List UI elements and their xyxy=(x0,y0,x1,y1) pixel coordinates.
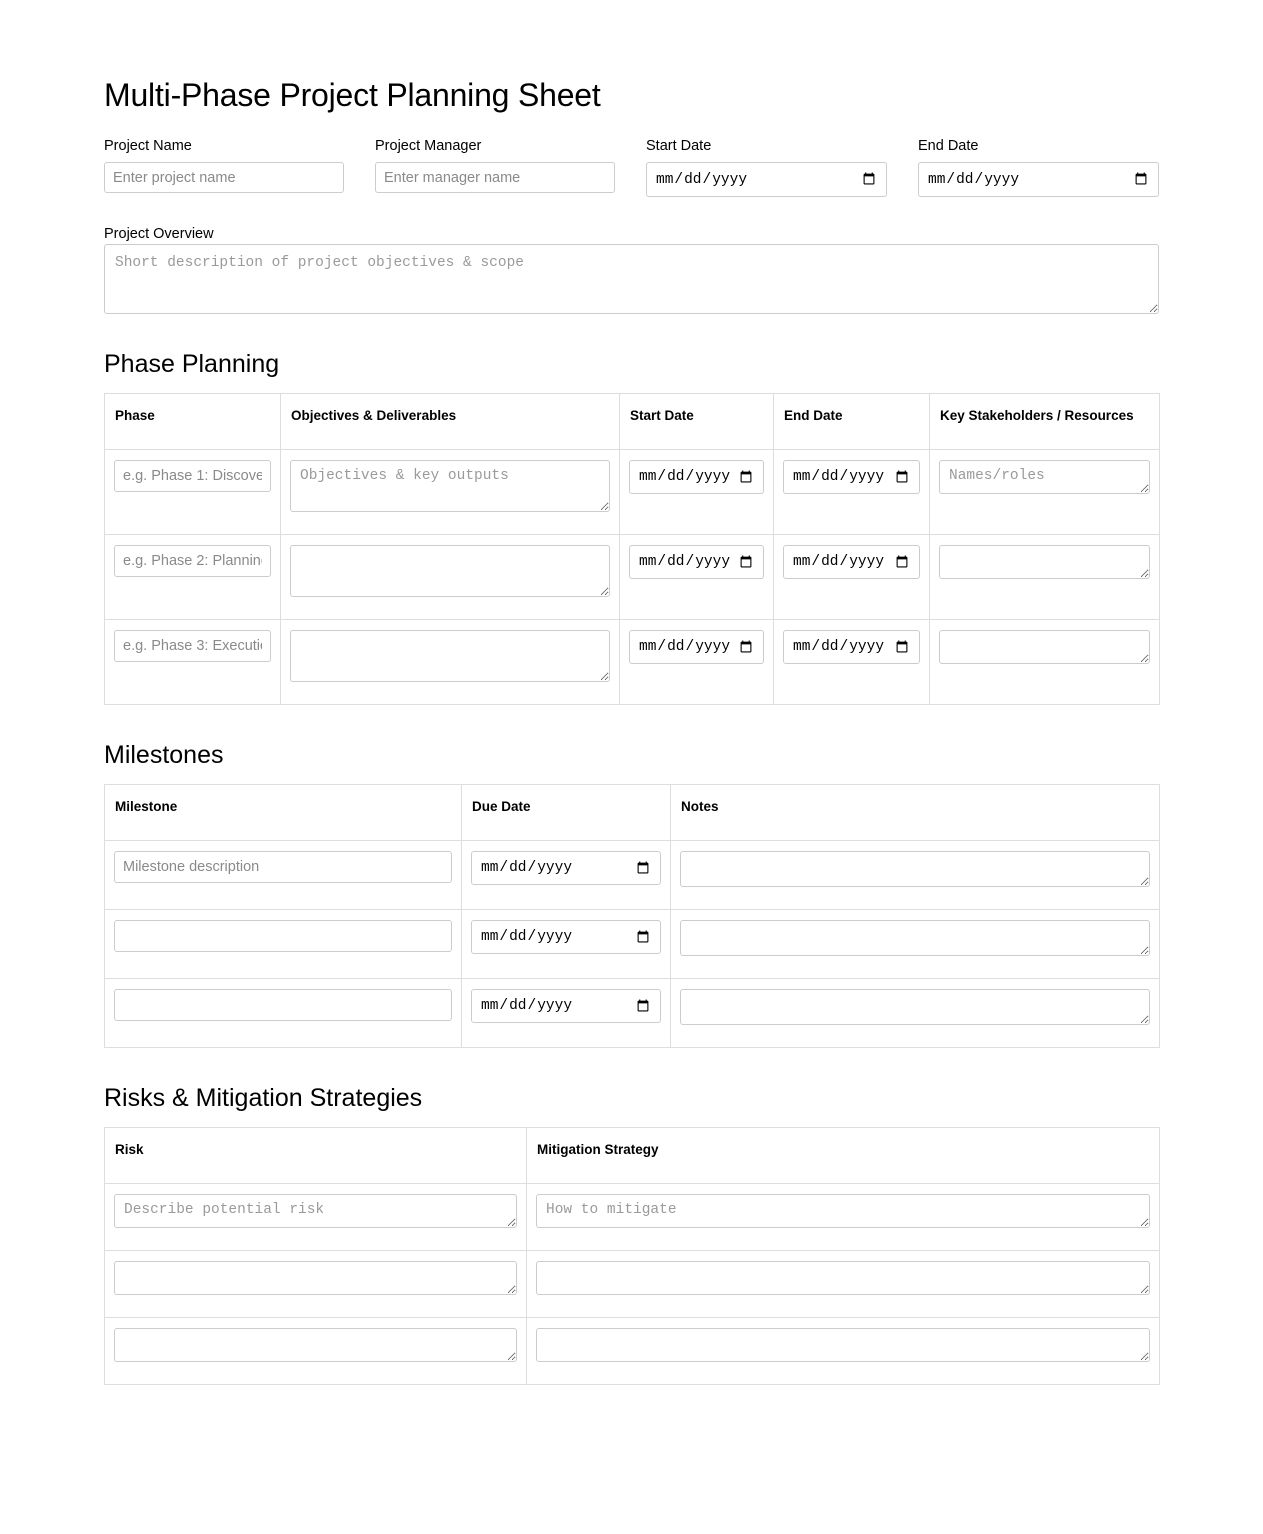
column-header-stakeholders: Key Stakeholders / Resources xyxy=(930,393,1160,449)
risks-title: Risks & Mitigation Strategies xyxy=(104,1083,423,1112)
cell-stakeholders xyxy=(930,619,1160,704)
table-header-row xyxy=(105,393,1160,449)
cell-risk xyxy=(105,1250,527,1317)
phase-start-date-input[interactable] xyxy=(629,545,764,579)
cell-due-date xyxy=(462,978,671,1047)
cell-objectives xyxy=(281,534,620,619)
phase-start-date-input[interactable] xyxy=(629,630,764,664)
column-header-objectives: Objectives & Deliverables xyxy=(281,393,620,449)
cell-end-date xyxy=(774,534,930,619)
risk-description-textarea[interactable] xyxy=(114,1194,517,1228)
phase-planning-table xyxy=(104,393,1160,705)
milestone-due-date-input[interactable] xyxy=(471,989,661,1023)
cell-milestone xyxy=(105,909,462,978)
cell-mitigation xyxy=(527,1317,1160,1384)
table-header-row xyxy=(105,1127,1160,1183)
table-row xyxy=(105,1317,1160,1384)
cell-phase xyxy=(105,534,281,619)
project-manager-input[interactable] xyxy=(375,162,615,193)
end-date-field-group xyxy=(918,137,1159,197)
phase-start-date-input[interactable] xyxy=(629,460,764,494)
phase-objectives-textarea[interactable] xyxy=(290,460,610,512)
column-header-due-date: Due Date xyxy=(462,784,671,840)
risks-table xyxy=(104,1127,1160,1385)
phase-name-input[interactable] xyxy=(114,630,271,662)
table-header-row xyxy=(105,784,1160,840)
risk-description-textarea[interactable] xyxy=(114,1328,517,1362)
phase-end-date-input[interactable] xyxy=(783,630,920,664)
cell-notes xyxy=(671,978,1160,1047)
phase-name-input[interactable] xyxy=(114,545,271,577)
cell-end-date xyxy=(774,449,930,534)
end-date-input[interactable] xyxy=(918,162,1159,197)
cell-start-date xyxy=(620,619,774,704)
table-row xyxy=(105,619,1160,704)
phase-stakeholders-textarea[interactable] xyxy=(939,630,1150,664)
cell-start-date xyxy=(620,534,774,619)
risk-description-textarea[interactable] xyxy=(114,1261,517,1295)
cell-start-date xyxy=(620,449,774,534)
start-date-label: Start Date xyxy=(646,138,712,155)
mitigation-strategy-textarea[interactable] xyxy=(536,1261,1150,1295)
column-header-end-date: End Date xyxy=(774,393,930,449)
milestone-notes-textarea[interactable] xyxy=(680,920,1150,956)
cell-mitigation xyxy=(527,1250,1160,1317)
phase-objectives-textarea[interactable] xyxy=(290,545,610,597)
cell-stakeholders xyxy=(930,534,1160,619)
milestone-description-input[interactable] xyxy=(114,920,452,952)
end-date-label: End Date xyxy=(918,138,979,155)
table-row xyxy=(105,1250,1160,1317)
project-name-field-group xyxy=(104,137,344,197)
column-header-risk: Risk xyxy=(105,1127,527,1183)
start-date-field-group xyxy=(646,137,887,197)
project-name-label: Project Name xyxy=(104,138,192,155)
project-manager-label: Project Manager xyxy=(375,138,482,155)
column-header-start-date: Start Date xyxy=(620,393,774,449)
phase-name-input[interactable] xyxy=(114,460,271,492)
cell-due-date xyxy=(462,840,671,909)
project-name-input[interactable] xyxy=(104,162,344,193)
project-overview-label: Project Overview xyxy=(104,226,214,243)
phase-objectives-textarea[interactable] xyxy=(290,630,610,682)
phase-planning-title: Phase Planning xyxy=(104,349,280,378)
table-row xyxy=(105,978,1160,1047)
phase-end-date-input[interactable] xyxy=(783,545,920,579)
milestone-notes-textarea[interactable] xyxy=(680,989,1150,1025)
table-row xyxy=(105,534,1160,619)
cell-phase xyxy=(105,619,281,704)
cell-stakeholders xyxy=(930,449,1160,534)
column-header-notes: Notes xyxy=(671,784,1160,840)
project-overview-textarea[interactable] xyxy=(104,244,1159,314)
project-overview-group xyxy=(104,225,1159,314)
milestone-due-date-input[interactable] xyxy=(471,920,661,954)
column-header-milestone: Milestone xyxy=(105,784,462,840)
milestones-title: Milestones xyxy=(104,740,224,769)
cell-notes xyxy=(671,909,1160,978)
table-row xyxy=(105,909,1160,978)
cell-objectives xyxy=(281,619,620,704)
milestone-description-input[interactable] xyxy=(114,989,452,1021)
column-header-phase: Phase xyxy=(105,393,281,449)
cell-due-date xyxy=(462,909,671,978)
mitigation-strategy-textarea[interactable] xyxy=(536,1194,1150,1228)
cell-objectives xyxy=(281,449,620,534)
phase-stakeholders-textarea[interactable] xyxy=(939,460,1150,494)
cell-milestone xyxy=(105,840,462,909)
cell-end-date xyxy=(774,619,930,704)
cell-mitigation xyxy=(527,1183,1160,1250)
project-meta-row xyxy=(104,137,1159,197)
phase-end-date-input[interactable] xyxy=(783,460,920,494)
milestone-due-date-input[interactable] xyxy=(471,851,661,885)
table-row xyxy=(105,840,1160,909)
column-header-mitigation: Mitigation Strategy xyxy=(527,1127,1160,1183)
table-row xyxy=(105,449,1160,534)
table-row xyxy=(105,1183,1160,1250)
cell-phase xyxy=(105,449,281,534)
cell-risk xyxy=(105,1183,527,1250)
page-title: Multi-Phase Project Planning Sheet xyxy=(104,77,601,113)
start-date-input[interactable] xyxy=(646,162,887,197)
milestones-table xyxy=(104,784,1160,1048)
mitigation-strategy-textarea[interactable] xyxy=(536,1328,1150,1362)
phase-stakeholders-textarea[interactable] xyxy=(939,545,1150,579)
cell-risk xyxy=(105,1317,527,1384)
cell-notes xyxy=(671,840,1160,909)
project-manager-field-group xyxy=(375,137,615,197)
milestone-description-input[interactable] xyxy=(114,851,452,883)
cell-milestone xyxy=(105,978,462,1047)
milestone-notes-textarea[interactable] xyxy=(680,851,1150,887)
